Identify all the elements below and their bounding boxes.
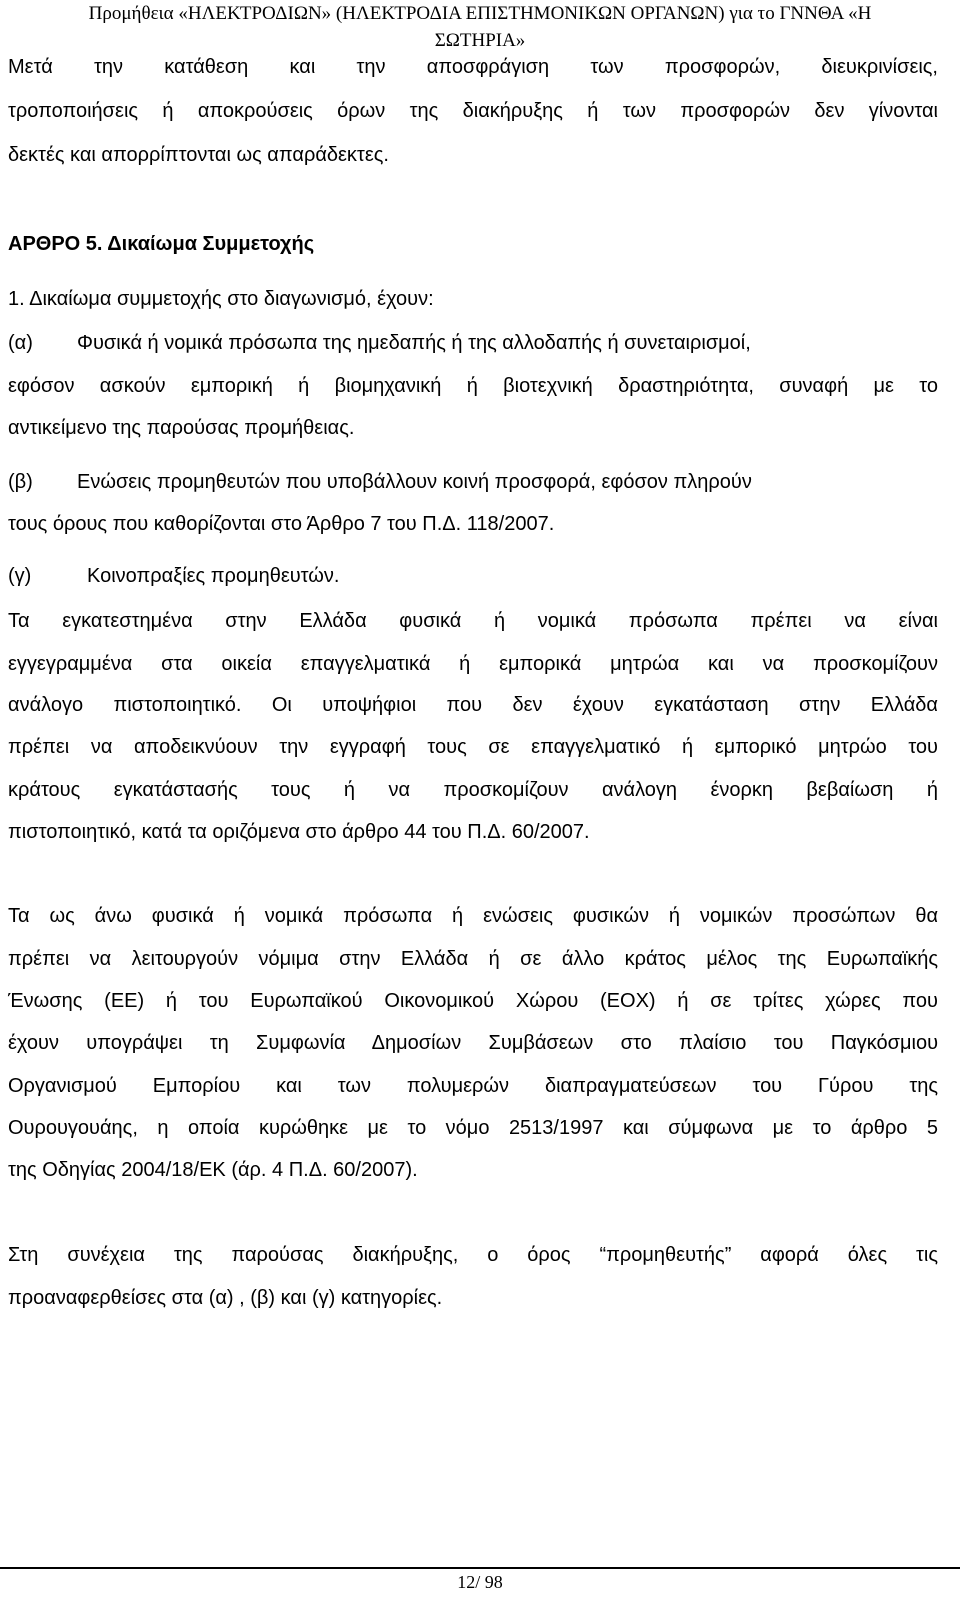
- list-item-c: [8, 563, 938, 589]
- list-item-b: [8, 469, 938, 495]
- list-label-b: (β): [8, 471, 33, 493]
- list-item-1: 1. Δικαίωμα συμμετοχής στο διαγωνισμό, έχουν:: [8, 288, 434, 310]
- footer-divider: [0, 1567, 960, 1569]
- paragraph-line: Στη συνέχεια της παρούσας διακήρυξης, ο όρος “προμηθευτής” αφορά όλες τις: [8, 1244, 938, 1266]
- header-line-1: Προμήθεια «ΗΛΕΚΤΡΟΔΙΩΝ» (ΗΛΕΚΤΡΟΔΙΑ ΕΠΙΣΤΗΜΟΝΙΚΩΝ ΟΡΓΑΝΩΝ) για το ΓΝΝΘΑ «Η: [88, 3, 872, 24]
- paragraph-line: Ουρουγουάης, η οποία κυρώθηκε με το νόμο 2513/1997 και σύμφωνα με το άρθρο 5: [8, 1117, 938, 1139]
- paragraph-line: Ενώσεις προμηθευτών που υποβάλλουν κοινή προσφορά, εφόσον πληρούν: [77, 471, 752, 493]
- paragraph-line: Ένωσης (ΕΕ) ή του Ευρωπαϊκού Οικονομικού Χώρου (ΕΟΧ) ή σε τρίτες χώρες που: [8, 990, 938, 1012]
- paragraph-line: τροποποιήσεις ή αποκρούσεις όρων της διακήρυξης ή των προσφορών δεν γίνονται: [8, 100, 938, 122]
- page-number: 12/ 98: [457, 1572, 503, 1592]
- paragraph-line: τους όρους που καθορίζονται στο Άρθρο 7 του Π.Δ. 118/2007.: [8, 513, 555, 535]
- paragraph-line: ανάλογο πιστοποιητικό. Οι υποψήφιοι που δεν έχουν εγκατάσταση στην Ελλάδα: [8, 694, 938, 716]
- header-line-2: ΣΩΤΗΡΙΑ»: [434, 30, 526, 51]
- paragraph-line: εγγεγραμμένα στα οικεία επαγγελματικά ή εμπορικά μητρώα και να προσκομίζουν: [8, 653, 938, 675]
- paragraph-line: πρέπει να λειτουργούν νόμιμα στην Ελλάδα ή σε άλλο κράτος μέλος της Ευρωπαϊκής: [8, 948, 938, 970]
- paragraph-line: προαναφερθείσες στα (α) , (β) και (γ) κατηγορίες.: [8, 1287, 443, 1309]
- paragraph-line: αντικείμενο της παρούσας προμήθειας.: [8, 417, 355, 439]
- paragraph-line: έχουν υπογράψει τη Συμφωνία Δημοσίων Συμβάσεων στο πλαίσιο του Παγκόσμιου: [8, 1032, 938, 1054]
- paragraph-line: Μετά την κατάθεση και την αποσφράγιση των προσφορών, διευκρινίσεις,: [8, 56, 938, 78]
- paragraph-line: Τα εγκατεστημένα στην Ελλάδα φυσικά ή νομικά πρόσωπα πρέπει να είναι: [8, 610, 938, 632]
- list-label-c: (γ): [8, 565, 32, 587]
- list-label-a: (α): [8, 332, 33, 354]
- article-title: ΑΡΘΡΟ 5. Δικαίωμα Συμμετοχής: [8, 233, 315, 255]
- paragraph-line: πιστοποιητικό, κατά τα οριζόμενα στο άρθρο 44 του Π.Δ. 60/2007.: [8, 821, 590, 843]
- paragraph-line: Τα ως άνω φυσικά ή νομικά πρόσωπα ή ενώσεις φυσικών ή νομικών προσώπων θα: [8, 905, 938, 927]
- paragraph-line: Φυσικά ή νομικά πρόσωπα της ημεδαπής ή της αλλοδαπής ή συνεταιρισμοί,: [77, 332, 751, 354]
- paragraph-line: δεκτές και απορρίπτονται ως απαράδεκτες.: [8, 144, 389, 166]
- document-header: [0, 0, 960, 54]
- paragraph-line: εφόσον ασκούν εμπορική ή βιομηχανική ή βιοτεχνική δραστηριότητα, συναφή με το: [8, 375, 938, 397]
- paragraph-line: Κοινοπραξίες προμηθευτών.: [87, 565, 340, 587]
- paragraph-line: κράτους εγκατάστασής τους ή να προσκομίζουν ανάλογη ένορκη βεβαίωση ή: [8, 779, 938, 801]
- paragraph-line: της Οδηγίας 2004/18/ΕΚ (άρ. 4 Π.Δ. 60/2007).: [8, 1159, 418, 1181]
- paragraph-line: Οργανισμού Εμπορίου και των πολυμερών διαπραγματεύσεων του Γύρου της: [8, 1075, 938, 1097]
- list-item-a: [8, 330, 938, 356]
- paragraph-line: πρέπει να αποδεικνύουν την εγγραφή τους σε επαγγελματικό ή εμπορικό μητρώο του: [8, 736, 938, 758]
